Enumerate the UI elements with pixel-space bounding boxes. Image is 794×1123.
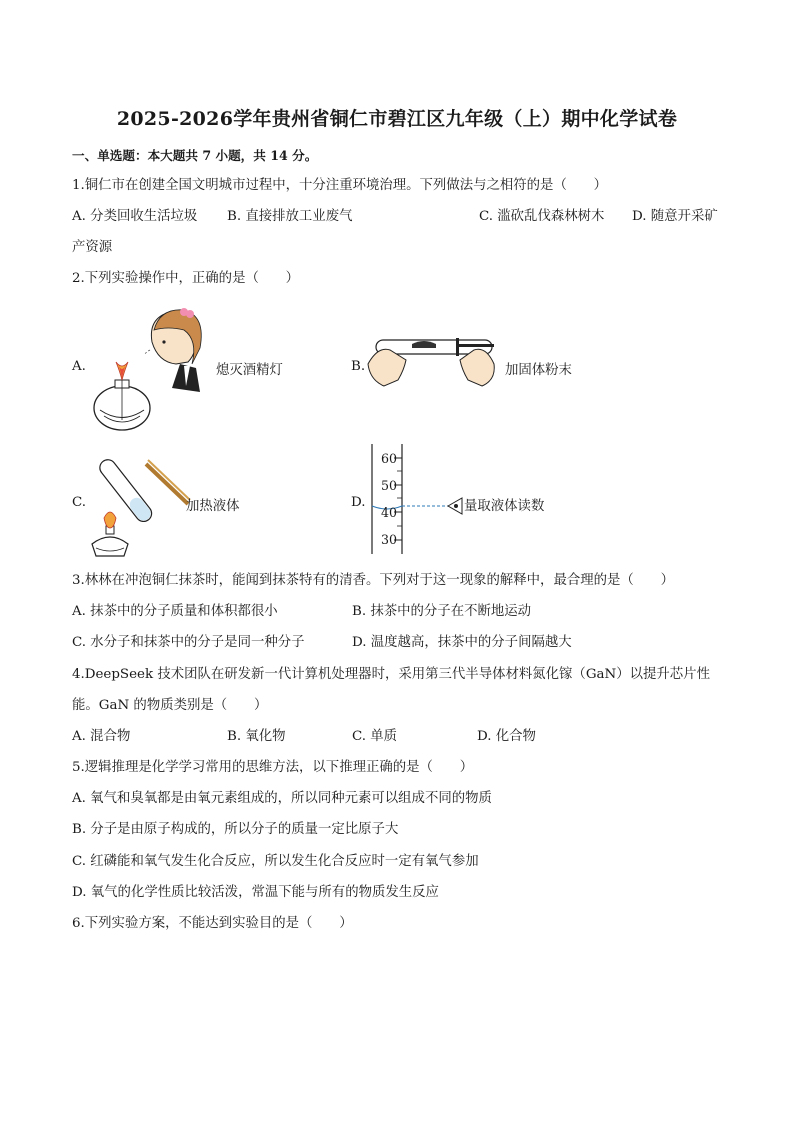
page-title: 2025-2026学年贵州省铜仁市碧江区九年级（上）期中化学试卷 <box>116 108 678 130</box>
q1-option-b: B. 直接排放工业废气 <box>227 209 353 224</box>
q3-option-d: D. 温度越高，抹茶中的分子间隔越大 <box>352 635 572 650</box>
q1-option-c: C. 滥砍乱伐森林树木 <box>479 209 605 224</box>
cylinder-tick-30: 30 <box>381 532 398 547</box>
blowing-out-alcohol-lamp-illustration <box>88 300 213 440</box>
q2-figure-b-caption: 加固体粉末 <box>505 363 572 378</box>
q2-figure-b-letter: B. <box>351 359 366 374</box>
q5-option-d: D. 氧气的化学性质比较活泼，常温下能与所有的物质发生反应 <box>72 885 439 900</box>
q5-option-a: A. 氧气和臭氧都是由氧元素组成的，所以同种元素可以组成不同的物质 <box>72 791 492 806</box>
heating-liquid-illustration <box>86 444 196 560</box>
adding-solid-powder-illustration <box>368 326 498 396</box>
question-3-stem: 3.林林在冲泡铜仁抹茶时，能闻到抹茶特有的清香。下列对于这一现象的解释中，最合理的是（ ） <box>72 573 674 588</box>
q2-figure-d-letter: D. <box>351 495 366 510</box>
q2-figure-a-caption: 熄灭酒精灯 <box>216 363 283 378</box>
q2-figure-c-letter: C. <box>72 495 87 510</box>
q3-option-a: A. 抹茶中的分子质量和体积都很小 <box>72 604 278 619</box>
q4-option-b: B. 氧化物 <box>227 729 286 744</box>
cylinder-tick-60: 60 <box>381 451 398 466</box>
section-heading: 一、单选题：本大题共 7 小题，共 14 分。 <box>72 148 318 163</box>
q1-option-d-continued: 产资源 <box>72 240 113 255</box>
cylinder-tick-40: 40 <box>381 505 398 520</box>
q2-figure-d-caption: 量取液体读数 <box>464 499 545 514</box>
question-6-stem: 6.下列实验方案，不能达到实验目的是（ ） <box>72 916 353 931</box>
q1-option-a: A. 分类回收生活垃圾 <box>72 209 198 224</box>
q4-option-c: C. 单质 <box>352 729 398 744</box>
question-2-stem: 2.下列实验操作中，正确的是（ ） <box>72 271 300 286</box>
q3-option-b: B. 抹茶中的分子在不断地运动 <box>352 604 532 619</box>
question-5-stem: 5.逻辑推理是化学学习常用的思维方法，以下推理正确的是（ ） <box>72 760 474 775</box>
q3-option-c: C. 水分子和抹茶中的分子是同一种分子 <box>72 635 305 650</box>
q4-option-a: A. 混合物 <box>72 729 131 744</box>
q4-option-d: D. 化合物 <box>477 729 536 744</box>
q5-option-c: C. 红磷能和氧气发生化合反应，所以发生化合反应时一定有氧气参加 <box>72 854 479 869</box>
cylinder-tick-50: 50 <box>381 478 398 493</box>
q2-figure-c-caption: 加热液体 <box>186 499 240 514</box>
q1-option-d: D. 随意开采矿 <box>632 209 718 224</box>
question-4-stem: 4.DeepSeek 技术团队在研发新一代计算机处理器时，采用第三代半导体材料氮化镓（GaN）以提升芯片性 <box>72 667 710 682</box>
q2-figure-a-letter: A. <box>72 359 86 374</box>
question-1-stem: 1.铜仁市在创建全国文明城市过程中，十分注重环境治理。下列做法与之相符的是（ ） <box>72 178 608 193</box>
question-4-stem-continued: 能。GaN 的物质类别是（ ） <box>72 698 268 713</box>
q5-option-b: B. 分子是由原子构成的，所以分子的质量一定比原子大 <box>72 822 399 837</box>
